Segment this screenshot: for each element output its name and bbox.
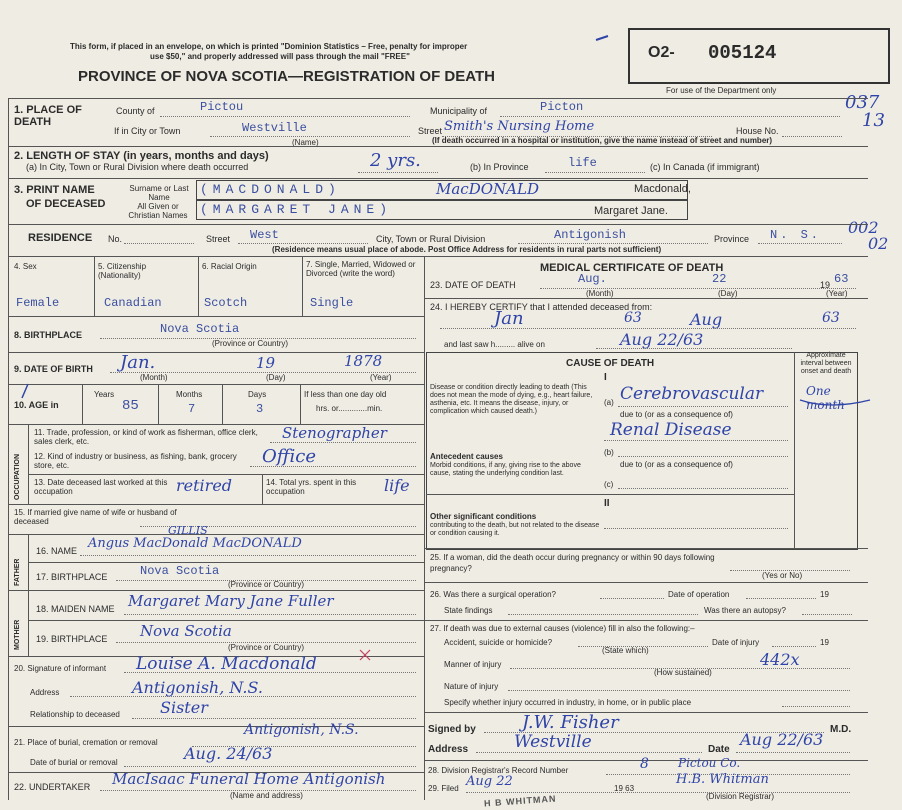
manner-label: Manner of injury	[444, 660, 502, 669]
informant-addr-value: Antigonish, N.S.	[132, 678, 263, 697]
occupation-q11: 11. Trade, profession, or kind of work as fisherman, office clerk, sales clerk, etc.	[34, 428, 258, 446]
father-name-above: GILLIS	[168, 524, 208, 537]
residence-city-label: City, Town or Rural Division	[376, 234, 486, 244]
check-mark	[360, 650, 370, 660]
stay-a-label: (a) In City, Town or Rural Division where death occurred	[26, 162, 249, 172]
signed-by-label: Signed by	[428, 724, 476, 735]
undertaker-label: 22. UNDERTAKER	[14, 782, 91, 792]
stay-b-label: (b) In Province	[470, 162, 529, 172]
racial-origin-value: Scotch	[204, 296, 248, 310]
burial-place-value: Antigonish, N.S.	[244, 722, 359, 738]
registrar-caption: (Division Registrar)	[706, 792, 775, 801]
date-value: Aug 22/63	[740, 730, 824, 749]
part-one-label: I	[604, 372, 607, 383]
father-side-label: FATHER	[14, 558, 21, 586]
dod-year-prefix: 19	[820, 280, 831, 290]
place-of-death-label: 1. PLACE OF DEATH	[14, 104, 82, 128]
record-number-value: 8	[640, 756, 649, 772]
residence-no-label: No.	[108, 234, 123, 244]
hrs-min-caption: hrs. or.............min.	[316, 404, 383, 413]
city-value: Westville	[242, 121, 307, 135]
sex-value: Female	[16, 296, 60, 310]
date-label: Date	[708, 744, 730, 755]
dod-month: Aug.	[578, 272, 607, 286]
father-birthplace-label: 17. BIRTHPLACE	[36, 572, 108, 582]
last-seen-label: and last saw h......... alive on	[444, 340, 545, 349]
certify-label: 24. I HEREBY CERTIFY that I attended deceased from:	[430, 302, 653, 312]
age-tick-mark	[22, 384, 28, 398]
code-1: 037	[845, 92, 880, 113]
code-2: 13	[862, 110, 885, 131]
state-which-caption: (State which)	[602, 646, 649, 655]
dod-day: 22	[712, 272, 727, 286]
form-title: PROVINCE OF NOVA SCOTIA—REGISTRATION OF DEATH	[78, 68, 495, 85]
residence-note: (Residence means usual place of abode. Post Office Address for residents in rural parts not sufficient)	[272, 245, 662, 254]
age-years: 85	[122, 398, 139, 414]
surname-typed: (MACDONALD)	[200, 182, 341, 197]
given-names-typed: (MARGARET JANE)	[200, 202, 393, 217]
undertaker-value: MacIsaac Funeral Home Antigonish	[112, 770, 386, 788]
dob-year-caption: (Year)	[370, 373, 392, 382]
filed-year: 19 63	[614, 784, 635, 793]
attended-to-year: 63	[822, 310, 840, 326]
name-caption: (Name)	[292, 138, 319, 147]
county-label: County of	[116, 106, 155, 116]
operation-date-label: Date of operation	[668, 590, 730, 599]
informant-sig-value: Louise A. Macdonald	[136, 654, 317, 674]
attended-to-month: Aug	[690, 310, 723, 329]
stay-c-label: (c) In Canada (if immigrant)	[650, 162, 760, 172]
stay-a-value: 2 yrs.	[370, 150, 421, 171]
age-months: 7	[188, 402, 196, 416]
house-label: House No.	[736, 126, 779, 136]
mother-side-label: MOTHER	[14, 619, 21, 650]
occupation-a12: Office	[262, 446, 316, 467]
dob-month-caption: (Month)	[140, 373, 168, 382]
part-two-label: II	[604, 498, 610, 509]
burial-place-label: 21. Place of burial, cremation or removal	[14, 738, 158, 747]
street-label: Street	[418, 126, 443, 136]
dash-mark	[596, 36, 608, 40]
operation-question: 26. Was there a surgical operation?	[430, 590, 556, 599]
code-442x: 442x	[760, 650, 800, 669]
surname-handwritten: MacDONALD	[436, 180, 539, 198]
occupation-q13: 13. Date deceased last worked at this occupation	[34, 478, 168, 496]
cause-b-label: (b)	[604, 448, 614, 457]
filed-value: Aug 22	[466, 774, 513, 789]
burial-date-value: Aug. 24/63	[184, 744, 273, 763]
operation-year-prefix: 19	[820, 590, 829, 599]
less-than-day-caption: If less than one day old	[304, 390, 387, 399]
municipality-label: Municipality of	[430, 106, 488, 116]
city-label: If in City or Town	[114, 126, 181, 136]
cause-c-label: (c)	[604, 480, 614, 489]
age-label: 10. AGE in	[14, 400, 59, 410]
external-causes-label: 27. If death was due to external causes (violence) fill in also the following:–	[430, 624, 695, 633]
birthplace-prov-caption: (Province or Country)	[212, 339, 289, 348]
racial-origin-label: 6. Racial Origin	[202, 262, 257, 271]
occupation-q14: 14. Total yrs. spent in this occupation	[266, 478, 357, 496]
surname-caption: Surname or Last Name	[129, 184, 189, 202]
given-names-caption: All Given or Christian Names	[128, 202, 188, 220]
occupation-a14: life	[384, 476, 410, 495]
marital-label: 7. Single, Married, Widowed or Divorced (write the word)	[306, 260, 416, 278]
record-number-label: 28. Division Registrar's Record Number	[428, 766, 569, 775]
given-names-extra: Margaret Jane.	[594, 205, 668, 217]
dob-day-caption: (Day)	[266, 373, 286, 382]
residence-street-label: Street	[206, 234, 231, 244]
municipality-value: Picton	[540, 100, 584, 114]
dod-month-caption: (Month)	[586, 289, 614, 298]
mother-birthplace-label: 19. BIRTHPLACE	[36, 634, 108, 644]
mother-maiden-label: 18. MAIDEN NAME	[36, 604, 115, 614]
sex-label: 4. Sex	[14, 262, 37, 271]
print-name-label: 3. PRINT NAME	[14, 184, 95, 196]
mother-maiden-value: Margaret Mary Jane Fuller	[128, 592, 334, 610]
cause-a-label: (a)	[604, 398, 614, 407]
stay-b-value: life	[568, 156, 597, 170]
pregnancy-question: 25. If a woman, did the death occur during pregnancy or within 90 days following pregnancy?	[430, 553, 715, 573]
deceased-label: OF DECEASED	[26, 198, 106, 210]
interval-stroke	[800, 400, 870, 405]
informant-sig-label: 20. Signature of informant	[14, 664, 107, 673]
antecedent-label: Antecedent causes	[430, 452, 503, 461]
nature-label: Nature of injury	[444, 682, 499, 691]
age-days: 3	[256, 402, 264, 416]
dob-month: Jan.	[120, 352, 156, 373]
undertaker-caption: (Name and address)	[230, 791, 303, 800]
code-4: 02	[868, 234, 889, 253]
header-notice-1: This form, if placed in an envelope, on which is printed "Dominion Statistics – Free, penalty for improper	[70, 42, 468, 51]
birthplace-label: 8. BIRTHPLACE	[14, 330, 83, 340]
dob-year: 1878	[344, 352, 383, 370]
hospital-note: (If death occurred in a hospital or institution, give the name instead of street and number)	[432, 136, 773, 145]
dept-use-label: For use of the Department only	[666, 86, 777, 95]
surname-extra: Macdonald,	[634, 183, 691, 195]
residence-city-value: Antigonish	[554, 228, 627, 242]
due-to-label-2: due to (or as a consequence of)	[620, 460, 733, 469]
street-value: Smith's Nursing Home	[444, 119, 595, 134]
occupation-side-label: OCCUPATION	[14, 453, 21, 500]
reg-number: 005124	[708, 42, 777, 64]
length-of-stay-label: 2. LENGTH OF STAY (in years, months and days)	[14, 150, 269, 162]
registrar-signature: H.B. Whitman	[676, 772, 769, 787]
cause-of-death-title: CAUSE OF DEATH	[566, 358, 655, 369]
filed-label: 29. Filed	[428, 784, 459, 793]
interval-caption: Approximate interval between onset and death	[800, 352, 852, 375]
cause-a-value: Cerebrovascular	[620, 384, 764, 404]
dod-year-caption: (Year)	[826, 289, 848, 298]
marital-value: Single	[310, 296, 354, 310]
last-seen-value: Aug 22/63	[620, 330, 704, 349]
father-birthplace-value: Nova Scotia	[140, 564, 220, 578]
mother-prov-caption: (Province or Country)	[228, 643, 305, 652]
cause-a-interval: One month	[806, 384, 845, 412]
injury-year-prefix: 19	[820, 638, 829, 647]
mother-birthplace-value: Nova Scotia	[140, 622, 232, 640]
burial-date-label: Date of burial or removal	[30, 758, 118, 767]
dod-day-caption: (Day)	[718, 289, 738, 298]
how-sustained-caption: (How sustained)	[654, 668, 712, 677]
residence-province-value: N. S.	[770, 228, 822, 242]
dob-label: 9. DATE OF BIRTH	[14, 364, 93, 374]
citizenship-value: Canadian	[104, 296, 162, 310]
header-notice-2: use $50," and properly addressed will pass through the mail "FREE"	[150, 52, 410, 61]
father-prov-caption: (Province or Country)	[228, 580, 305, 589]
residence-street-value: West	[250, 228, 279, 242]
father-name-label: 16. NAME	[36, 546, 78, 556]
injury-date-label: Date of injury	[712, 638, 760, 647]
informant-addr-label: Address	[30, 688, 60, 697]
occupation-q12: 12. Kind of industry or business, as fishing, bank, grocery store, etc.	[34, 452, 237, 470]
dod-year: 63	[834, 272, 849, 286]
accident-label: Accident, suicide or homicide?	[444, 638, 553, 647]
record-place-value: Pictou Co.	[678, 756, 741, 770]
antecedent-caption: Morbid conditions, if any, giving rise to the above cause, stating the underlying condition last.	[430, 462, 581, 477]
due-to-label-1: due to (or as a consequence of)	[620, 410, 733, 419]
county-value: Pictou	[200, 100, 244, 114]
months-caption: Months	[176, 390, 203, 399]
due-to-value: Renal Disease	[610, 420, 732, 440]
birthplace-value: Nova Scotia	[160, 322, 240, 336]
residence-province-label: Province	[714, 234, 750, 244]
reg-prefix: O2-	[648, 44, 675, 61]
father-name-value: Angus MacDonald MacDONALD	[88, 536, 302, 551]
occupation-a11: Stenographer	[282, 424, 387, 442]
medical-title: MEDICAL CERTIFICATE OF DEATH	[540, 262, 724, 274]
other-conditions-label: Other significant conditions	[430, 512, 537, 521]
occupation-a13: retired	[176, 476, 233, 495]
registrar-stamp: H B WHITMAN	[483, 793, 557, 809]
informant-rel-label: Relationship to deceased	[30, 710, 120, 719]
date-of-death-label: 23. DATE OF DEATH	[430, 280, 516, 290]
citizenship-label: 5. Citizenship (Nationality)	[98, 262, 147, 280]
spouse-label: 15. If married give name of wife or husband of deceased	[14, 508, 177, 526]
autopsy-label: Was there an autopsy?	[704, 606, 786, 615]
disease-caption: Disease or condition directly leading to death (This does not mean the mode of dying, e.g., heart failure, asthenia, etc. It means the disease, injury, or complication which caused death.)	[430, 384, 593, 415]
code-3: 002	[848, 218, 879, 237]
findings-label: State findings	[444, 606, 493, 615]
years-caption: Years	[94, 390, 115, 399]
residence-label: RESIDENCE	[28, 232, 93, 244]
specify-label: Specify whether injury occurred in industry, in home, or in public place	[444, 698, 692, 707]
address-label: Address	[428, 744, 469, 755]
md-label: M.D.	[830, 724, 852, 735]
dob-day: 19	[256, 354, 276, 372]
informant-rel-value: Sister	[160, 698, 208, 717]
other-conditions-caption: contributing to the death, but not related to the disease or condition causing it.	[430, 522, 600, 537]
address-value: Westville	[514, 732, 592, 752]
signed-by-value: J.W. Fisher	[522, 712, 619, 733]
yes-no-caption: (Yes or No)	[762, 571, 803, 580]
attended-from-month: Jan	[494, 308, 524, 329]
days-caption: Days	[248, 390, 267, 399]
attended-from-year: 63	[624, 310, 642, 326]
